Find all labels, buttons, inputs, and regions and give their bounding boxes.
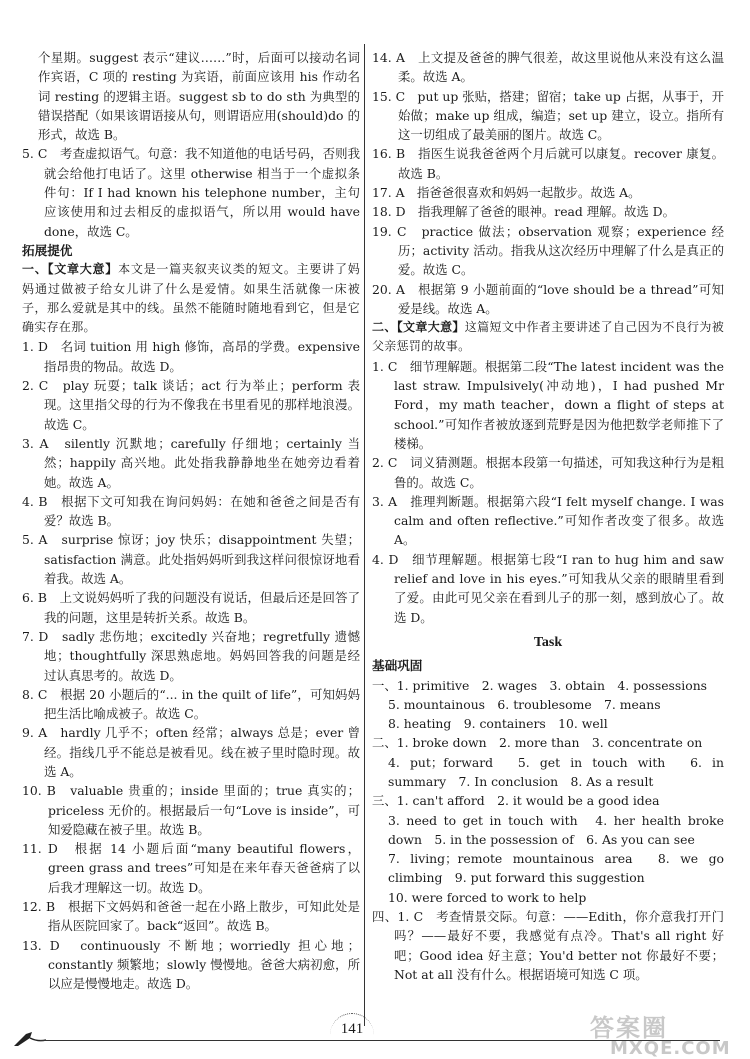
article-summary-1: [22, 260, 360, 337]
watermark-url: MXQE.COM: [610, 1038, 731, 1059]
section-heading-basic: 基础巩固: [372, 658, 423, 674]
exercise-line: 5. mountainous 6. troublesome 7. means: [388, 696, 661, 712]
pen-icon: [12, 1028, 48, 1048]
exercise-1: [372, 676, 724, 734]
right-column: [372, 48, 724, 984]
answer-item: 14. A 上文提及爸爸的脾气很差，故这里说他从来没有这么温柔。故选 A。: [372, 50, 724, 85]
answer-item: 20. A 根据第 9 小题前面的“love should be a thread”可知爱是线。故选 A。: [372, 281, 724, 316]
answer-item: 1. D 名词 tuition 用 high 修饰，高昂的学费。expensive 指昂贵的物品。故选 D。: [22, 339, 360, 374]
watermark-text: 答案圈: [590, 1014, 668, 1042]
exercise-line: 4. put；forward 5. get in touch with 6. in summary 7. In conclusion 8. As a result: [388, 754, 724, 789]
task-heading: Task: [533, 634, 563, 650]
exercise-line: 3. need to get in touch with 4. her health broke down 5. in the possession of 6. As you can see: [388, 812, 724, 847]
left-column: [22, 48, 360, 994]
answer-item: 12. B 根据下文妈妈和爸爸一起在小路上散步，可知此处是指从医院回家了。back“返回”。故选 B。: [22, 899, 360, 934]
answer-item: 3. A silently 沉默地；carefully 仔细地；certainly 当然；happily 高兴地。此处指我静静地坐在她旁边看着她。故选 A。: [22, 435, 360, 490]
summary-text: 本文是一篇夹叙夹议类的短文。主要讲了妈妈通过做被子给女儿讲了什么是爱情。如果生活就像一床被子，那么爱就是其中的线。虽然不能随时随地看到它，但是它确实存在那。: [22, 262, 360, 335]
column-divider: [364, 44, 365, 1026]
exercise-line: 7. living；remote mountainous area 8. we go climbing 9. put forward this suggestion: [388, 851, 724, 886]
answer-item: 9. A hardly 几乎不；often 经常；always 总是；ever 曾经。指线几乎不能总是被看见。线在被子里时隐时现。故选 A。: [22, 725, 360, 779]
answer-item-5: 5. C 考查虚拟语气。句意：我不知道他的电话号码，否则我就会给他打电话了。这里 otherwise 相当于一个虚拟条件句：If I had known his telephone number，主句应该使用和过去相反的虚拟语气，所以用 would have done，故选 C。: [22, 146, 360, 239]
answer-item: 4. D 细节理解题。根据第七段“I ran to hug him and saw relief and love in his eyes.”可知我从父亲的眼睛里看到了爱。由此可见父亲在看到儿子的那一刻，感到放心了。故选 D。: [372, 551, 724, 625]
exercise-line: 三、1. can't afford 2. it would be a good idea: [372, 793, 660, 809]
answer-item: 17. A 指爸爸很喜欢和妈妈一起散步。故选 A。: [372, 185, 641, 201]
section-heading-extend: 拓展提优: [22, 242, 73, 258]
exercise-line: 8. heating 9. containers 10. well: [388, 716, 608, 732]
answer-item: 10. B valuable 贵重的；inside 里面的；true 真实的；priceless 无价的。根据最后一句“Love is inside”，可知爱隐藏在被子里。故选 B。: [22, 783, 360, 837]
exercise-line: 二、1. broke down 2. more than 3. concentrate on: [372, 735, 703, 751]
answer-item: 7. D sadly 悲伤地；excitedly 兴奋地；regretfully 遗憾地；thoughtfully 深思熟虑地。妈妈回答我的问题是经过认真思考的。故选 D。: [22, 628, 360, 683]
answer-item: 3. A 推理判断题。根据第六段“I felt myself change. I was calm and often reflective.”可知作者改变了很多。故选 A。: [372, 493, 724, 548]
answer-item: 16. B 指医生说我爸爸两个月后就可以康复。recover 康复。故选 B。: [372, 146, 724, 181]
answer-item: 13. D continuously 不断地；worriedly 担心地；constantly 频繁地；slowly 慢慢地。爸爸大病初愈，所以应是慢慢地走。故选 D。: [22, 937, 360, 992]
answer-item: 19. C practice 做法；observation 观察；experience 经历；activity 活动。指我从这次经历中理解了什么是真正的爱。故选 C。: [372, 223, 724, 278]
answer-item: 15. C put up 张贴，搭建；留宿；take up 占据，从事于，开始做；make up 组成，编造；set up 建立，设立。指所有这一切组成了最美丽的图片。故选 C。: [372, 88, 724, 143]
summary-label: 一、【文章大意】: [22, 262, 119, 277]
answer-item: 11. D 根据 14 小题后面“many beautiful flowers，green grass and trees”可知是在来年春天爸爸病了以后我才理解这一切。故选 D。: [22, 841, 360, 895]
answer-item: 2. C 词义猜测题。根据本段第一句描述，可知我这种行为是粗鲁的。故选 C。: [372, 455, 724, 490]
answer-item: 4. B 根据下文可知我在询问妈妈：在她和爸爸之间是否有爱？故选 B。: [22, 493, 360, 529]
exercise-line: 10. were forced to work to help: [388, 889, 587, 905]
answer-item: 5. A surprise 惊讶；joy 快乐；disappointment 失望；satisfaction 满意。此处指妈妈听到我这样问很惊讶地看着我。故选 A。: [22, 532, 360, 587]
answer-item: 6. B 上文说妈妈听了我的问题没有说话，但最后还是回答了我的问题，这里是转折关系。故选 B。: [22, 590, 360, 625]
exercise-line: 一、1. primitive 2. wages 3. obtain 4. possessions: [372, 677, 708, 693]
answer-item: 1. C 细节理解题。根据第二段“The latest incident was the last straw. Impulsively(冲动地)，I had pushed Mr Ford，my math teacher，down a flight of steps at school.”可知作者被放逐到荒野是因为他把数学老师推下了楼梯。: [372, 358, 724, 451]
exercise-2: [372, 733, 724, 791]
answer-item: 8. C 根据 20 小题后的“... in the quilt of life”，可知妈妈把生活比喻成被子。故选 C。: [22, 686, 360, 722]
answer-item: 2. C play 玩耍；talk 谈话；act 行为举止；perform 表现。这里指父母的行为不像我在书里看见的那样地浪漫。故选 C。: [22, 378, 360, 432]
answer-item: 18. D 指我理解了爸爸的眼神。read 理解。故选 D。: [372, 204, 675, 220]
continued-explanation: 个星期。suggest 表示“建议……”时，后面可以接动名词作宾语，C 项的 resting 为宾语，前面应该用 his 作动名词 resting 的逻辑主语。suggest sb to do sth 为典型的错误搭配（如果该谓语接从句，则谓语应用(should)do 的形式，故选 B。: [38, 50, 360, 143]
exercise-3: [372, 791, 724, 907]
article-summary-2: [372, 318, 724, 357]
watermark-logo: [590, 1008, 731, 1059]
summary-label: 二、【文章大意】: [372, 320, 465, 335]
exercise-4: 四、1. C 考查情景交际。句意：——Edith，你介意我打开门吗？——最好不要，我感觉有点冷。That's all right 好吧；Good idea 好主意；You'd better not 你最好不要；Not at all 没有什么。根据语境可知选 C 项。: [372, 909, 724, 982]
page-number: 141: [330, 1013, 374, 1040]
summary-text: 这篇短文中作者主要讲述了自己因为不良行为被父亲惩罚的故事。: [372, 320, 724, 354]
